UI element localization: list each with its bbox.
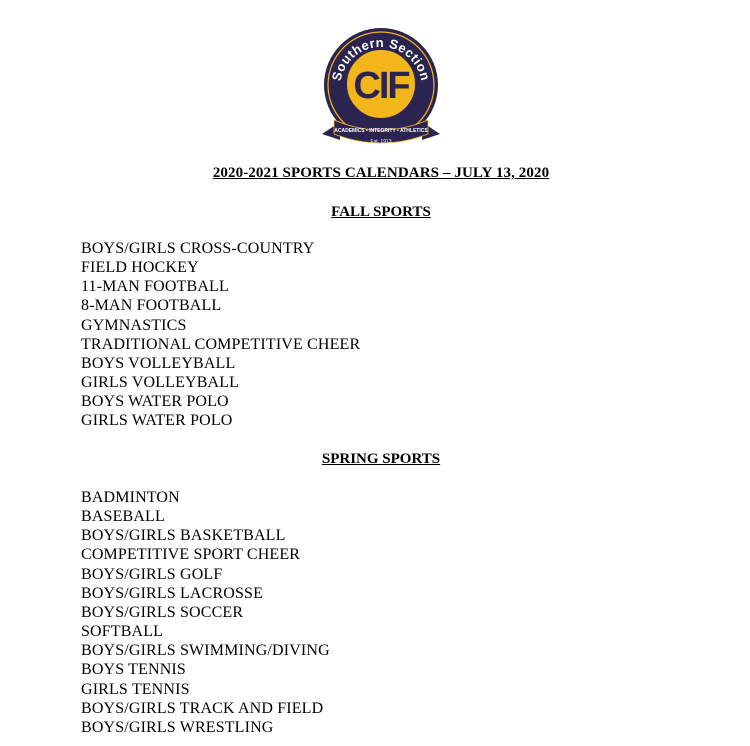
cif-southern-section-logo xyxy=(318,22,444,150)
logo-est-text: Est. 1913 xyxy=(370,139,392,145)
logo-monogram: CIF xyxy=(353,65,409,107)
list-item: GYMNASTICS xyxy=(81,316,187,334)
list-item: GIRLS WATER POLO xyxy=(81,412,233,430)
document-title: 2020-2021 SPORTS CALENDARS – JULY 13, 2020 xyxy=(212,165,550,181)
list-item: BOYS/GIRLS BASKETBALL xyxy=(81,527,286,545)
list-item: BADMINTON xyxy=(81,489,180,506)
fall-sports-list xyxy=(81,239,360,431)
logo-banner-text: ACADEMICS • INTEGRITY • ATHLETICS xyxy=(334,128,428,134)
spring-sports-list xyxy=(81,488,330,737)
list-item: GIRLS VOLLEYBALL xyxy=(81,374,240,392)
logo-graphic xyxy=(318,22,444,150)
list-item: BOYS VOLLEYBALL xyxy=(81,354,236,372)
list-item: 8-MAN FOOTBALL xyxy=(81,297,222,315)
list-item: BASEBALL xyxy=(81,508,165,526)
list-item: BOYS/GIRLS CROSS-COUNTRY xyxy=(81,240,315,257)
list-item: BOYS WATER POLO xyxy=(81,393,229,411)
spring-sports-heading: SPRING SPORTS xyxy=(321,451,441,467)
logo-arc-text: Southern Section xyxy=(328,34,434,83)
list-item: BOYS TENNIS xyxy=(81,661,186,679)
list-item: TRADITIONAL COMPETITIVE CHEER xyxy=(81,335,361,353)
list-item: BOYS/GIRLS LACROSSE xyxy=(81,584,263,602)
list-item: BOYS/GIRLS WRESTLING xyxy=(81,718,274,736)
fall-sports-heading: FALL SPORTS xyxy=(331,204,431,220)
list-item: COMPETITIVE SPORT CHEER xyxy=(81,546,301,564)
list-item: FIELD HOCKEY xyxy=(81,259,199,277)
list-item: 11-MAN FOOTBALL xyxy=(81,278,229,296)
list-item: BOYS/GIRLS GOLF xyxy=(81,565,223,583)
list-item: BOYS/GIRLS SOCCER xyxy=(81,603,244,621)
list-item: GIRLS TENNIS xyxy=(81,680,190,698)
list-item: BOYS/GIRLS SWIMMING/DIVING xyxy=(81,642,330,660)
list-item: SOFTBALL xyxy=(81,623,164,641)
list-item: BOYS/GIRLS TRACK AND FIELD xyxy=(81,699,324,717)
